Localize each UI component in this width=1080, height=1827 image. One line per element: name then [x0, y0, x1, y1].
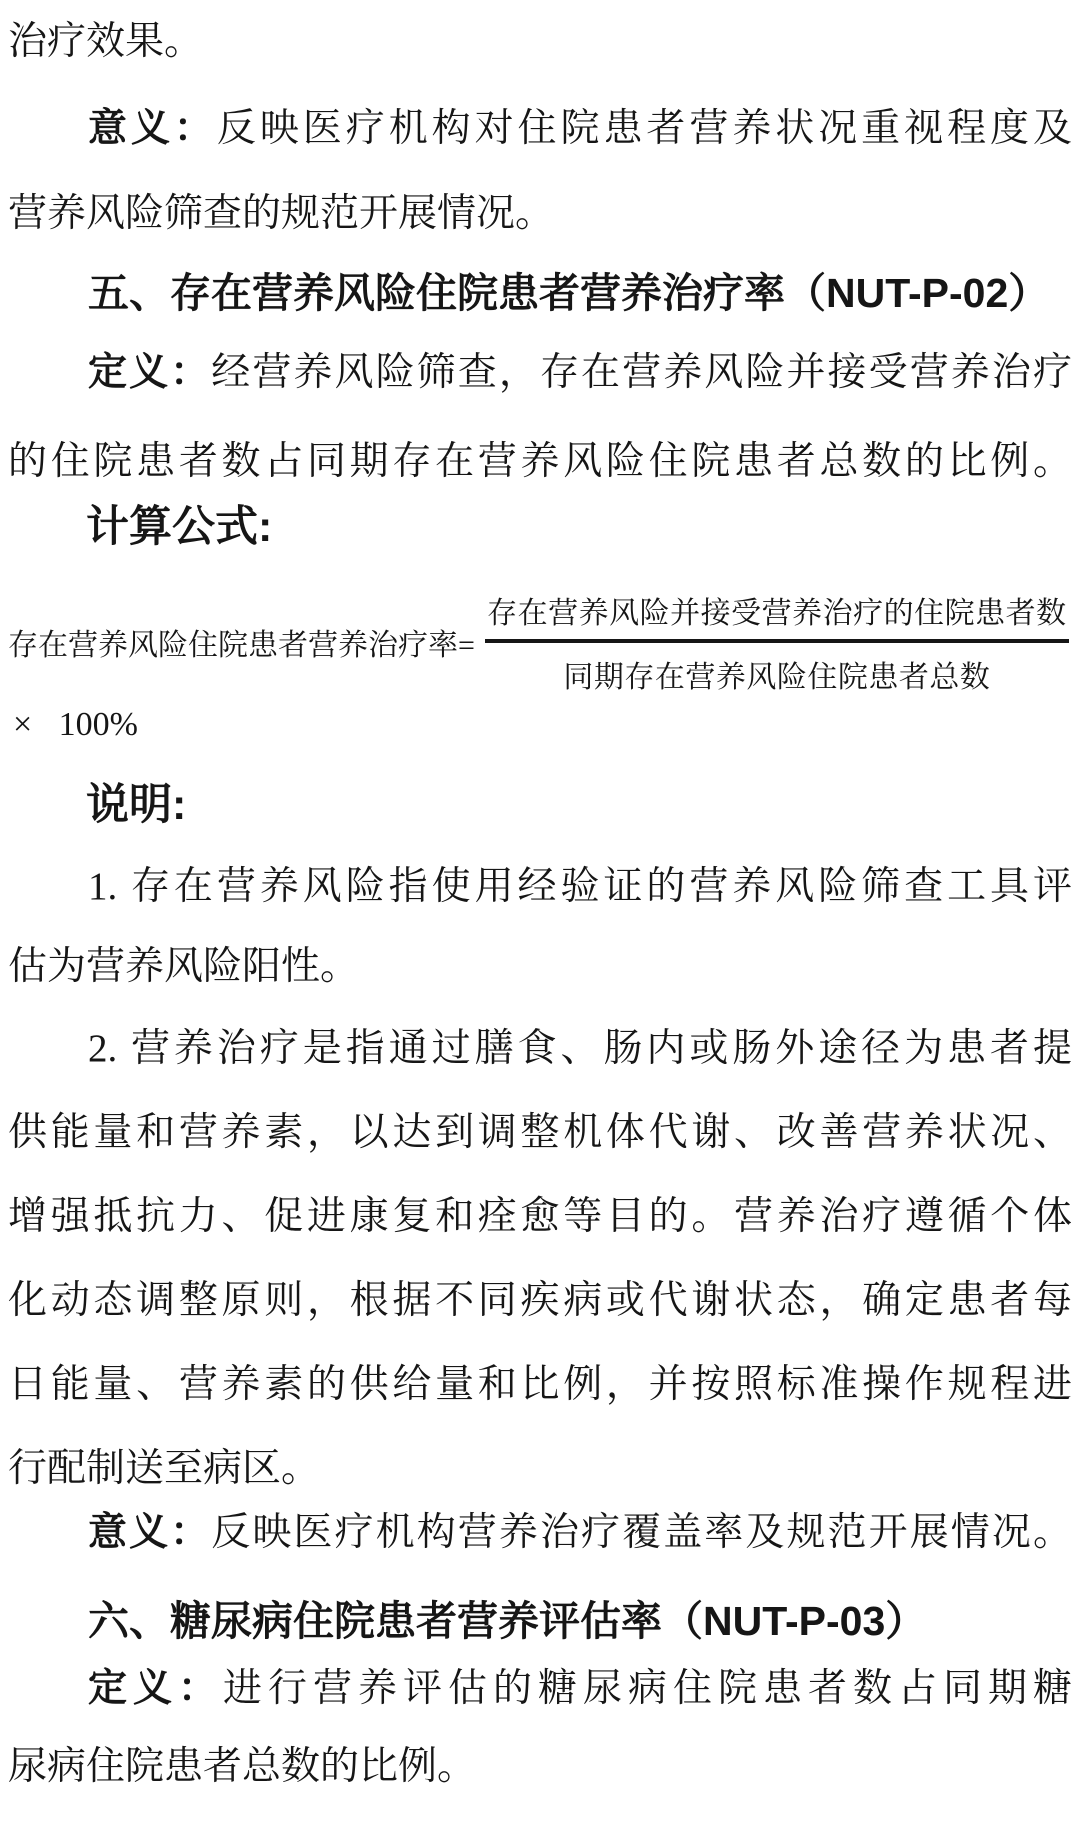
- section-heading-6: 六、糖尿病住院患者营养评估率（NUT-P-03）: [88, 1598, 927, 1644]
- definition6-paragraph-line2: 尿病住院患者总数的比例。: [8, 1745, 477, 1788]
- note1-line1: 1. 存在营养风险指使用经验证的营养风险筛查工具评: [88, 865, 1072, 908]
- definition-paragraph-line1: [88, 350, 1072, 396]
- notes-title: 说明:: [86, 781, 187, 829]
- formula-title: 计算公式:: [86, 503, 273, 551]
- significance5-label: 意义：: [88, 1511, 212, 1554]
- note1-line2: 估为营养风险阳性。: [8, 945, 360, 988]
- note2-line1: 2. 营养治疗是指通过膳食、肠内或肠外途径为患者提: [88, 1027, 1072, 1070]
- definition6-paragraph-line1: [88, 1666, 1072, 1712]
- note2-line2: 供能量和营养素，以达到调整机体代谢、改善营养状况、: [8, 1111, 1072, 1154]
- significance-text: 反映医疗机构对住院患者营养状况重视程度及: [216, 107, 1072, 150]
- note2-line5: 日能量、营养素的供给量和比例，并按照标准操作规程进: [8, 1363, 1072, 1406]
- definition6-text: 进行营养评估的糖尿病住院患者数占同期糖: [223, 1667, 1072, 1710]
- definition-text: 经营养风险筛查，存在营养风险并接受营养治疗: [211, 351, 1072, 394]
- significance5-paragraph: [88, 1510, 1072, 1556]
- paragraph-tail: 治疗效果。: [8, 20, 204, 63]
- definition6-label: 定义：: [88, 1667, 223, 1710]
- significance5-text: 反映医疗机构营养治疗覆盖率及规范开展情况。: [211, 1511, 1072, 1554]
- definition-paragraph-line2: 的住院患者数占同期存在营养风险住院患者总数的比例。: [8, 440, 1072, 483]
- significance-paragraph-line1: [88, 106, 1072, 152]
- definition-label: 定义：: [88, 351, 212, 394]
- formula-numerator: 存在营养风险并接受营养治疗的住院患者数: [487, 597, 1067, 630]
- formula: [8, 588, 1069, 696]
- significance-label: 意义：: [88, 107, 217, 150]
- formula-denominator: 同期存在营养风险住院患者总数: [485, 639, 1069, 696]
- significance-paragraph-line2: 营养风险筛查的规范开展情况。: [8, 192, 555, 235]
- note2-line6: 行配制送至病区。: [8, 1447, 321, 1490]
- formula-lhs: 存在营养风险住院患者营养治疗率=: [8, 629, 475, 662]
- note2-line4: 化动态调整原则，根据不同疾病或代谢状态，确定患者每: [8, 1279, 1072, 1322]
- formula-fraction: [485, 588, 1069, 696]
- note2-line3: 增强抵抗力、促进康复和痊愈等目的。营养治疗遵循个体: [8, 1195, 1072, 1238]
- formula-multiplier: × 100%: [13, 706, 138, 743]
- section-heading-5: 五、存在营养风险住院患者营养治疗率（NUT-P-02）: [88, 270, 1050, 316]
